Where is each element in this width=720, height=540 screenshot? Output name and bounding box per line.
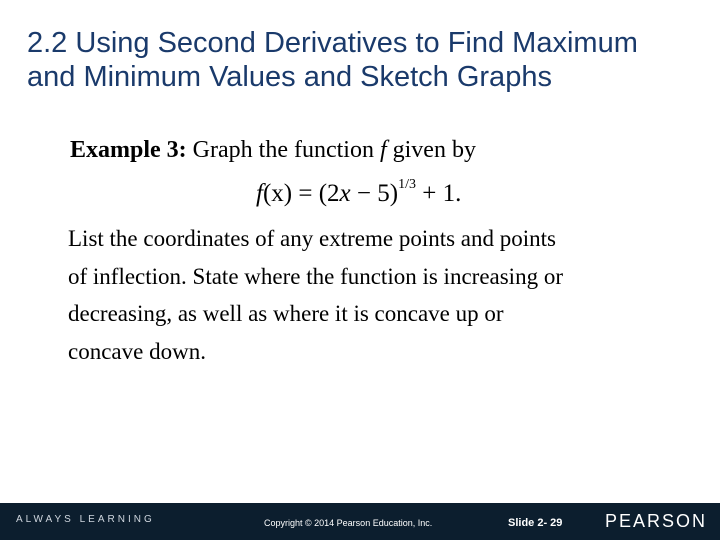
- formula-minus: − 5): [350, 180, 399, 207]
- instructions-line: decreasing, as well as where it is concave up or: [68, 301, 504, 326]
- example-line: [70, 135, 476, 165]
- pearson-logo: PEARSON: [605, 511, 708, 531]
- slide-number: Slide 2- 29: [508, 517, 563, 529]
- formula-f: f: [256, 180, 263, 207]
- example-label: Example 3:: [70, 137, 187, 163]
- footer-bar: [0, 503, 720, 540]
- formula-exponent: 1/3: [398, 176, 416, 192]
- instructions-line: of inflection. State where the function is increasing or: [68, 263, 563, 289]
- formula-tail: + 1.: [415, 180, 462, 207]
- formula-lhs-var: (x): [262, 180, 293, 207]
- formula-var: x: [339, 180, 351, 207]
- function-formula: [256, 176, 461, 212]
- example-text-after: given by: [392, 137, 476, 163]
- formula-equals: = (2: [292, 180, 340, 207]
- instructions-line: List the coordinates of any extreme points and points: [68, 226, 556, 251]
- instructions-text: [68, 220, 688, 370]
- slide-title: 2.2 Using Second Derivatives to Find Maximum and Minimum Values and Sketch Graphs: [27, 27, 638, 93]
- instructions-line: concave down.: [68, 338, 206, 364]
- footer-copyright: Copyright © 2014 Pearson Education, Inc.: [264, 518, 433, 528]
- example-text-before: Graph the function: [192, 137, 374, 163]
- footer-tagline: ALWAYS LEARNING: [16, 514, 155, 525]
- function-symbol: f: [379, 137, 387, 163]
